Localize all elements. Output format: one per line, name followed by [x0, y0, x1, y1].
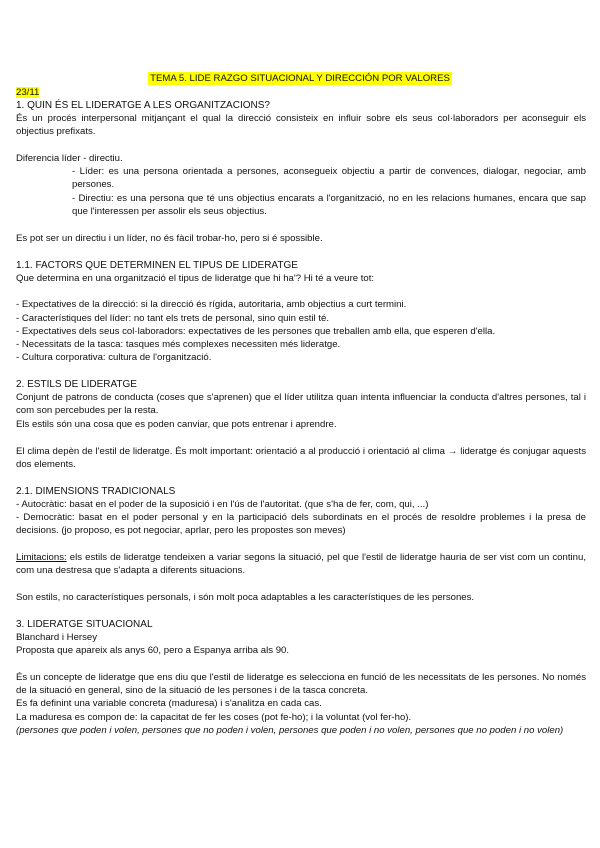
factor-item: - Cultura corporativa: cultura de l'organització. [16, 352, 212, 363]
section-2-heading: 2. ESTILS DE LIDERATGE [16, 379, 137, 390]
limitations-paragraph: Limitacions: els estils de lideratge tendeixen a variar segons la situació, pel que l'estil de lideratge hauria de ser vist com un continu, com una destresa que s'adapta a diferents situacions. [16, 552, 586, 577]
section-1-paragraph: És un procés interpersonal mitjançant el qual la direcció consisteix en influir sobre els seus col·laboradors per aconseguir els objectius prefixats. [16, 113, 586, 138]
section-3-paragraph: Proposta que apareix als anys 60, pero a Espanya arriba als 90. [16, 645, 290, 656]
difference-intro: Diferencia líder - directiu. [16, 153, 123, 164]
autocratic-item: - Autocràtic: basat en el poder de la suposició i en l'ús de l'autoritat. (que s'ha de fer, com, qui, ...) [16, 499, 429, 510]
section-2-paragraph: Els estils són una cosa que es poden canviar, que pots entrenar i aprendre. [16, 419, 337, 430]
section-2-paragraph: El clima depèn de l'estil de lideratge. És molt important: orientació a al producció i orientació al clima → lideratge és conjugar aquests dos elements. [16, 446, 586, 471]
section-1-1-intro: Que determina en una organització el tipus de lideratge que hi ha'? Hi té a veure tot: [16, 273, 375, 284]
section-1-1-heading: 1.1. FACTORS QUE DETERMINEN EL TIPUS DE LIDERATGE [16, 260, 298, 271]
maturity-combinations: (persones que poden i volen, persones que no poden i volen, persones que poden i no volen, persones que no poden i no volen) [16, 725, 564, 736]
section-3-paragraph: És un concepte de lideratge que ens diu que l'estil de lideratge es selecciona en funció de les necessitats de les persones. No només de la situació en general, sino de la situació de les persones i de la tasca concreta. [16, 672, 586, 697]
section-3-heading: 3. LIDERATGE SITUACIONAL [16, 619, 153, 630]
document-title: TEMA 5. LIDE RAZGO SITUACIONAL Y DIRECCIÓN POR VALORES [150, 73, 450, 84]
section-2-1-heading: 2.1. DIMENSIONS TRADICIONALS [16, 486, 176, 497]
section-3-paragraph: Es fa definint una variable concreta (maduresa) i s'analitza en cada cas. [16, 698, 322, 709]
date-label: 23/11 [16, 87, 40, 98]
leader-definition: - Líder: es una persona orientada a persones, aconsegueix objectiu a partir de convences, dialogar, negociar, amb persones. [72, 166, 586, 191]
factor-item: - Necessitats de la tasca: tasques més complexes necessiten més lideratge. [16, 339, 341, 350]
section-3-paragraph: La maduresa es compon de: la capacitat de fer les coses (pot fe-ho); i la voluntat (vol fer-ho). [16, 712, 412, 723]
factor-item: - Expectatives dels seus col·laboradors: expectatives de les persones que treballen amb ella, que esperen d'ella. [16, 326, 496, 337]
section-2-1-closing: Son estils, no característiques personals, i són molt poca adaptables a les característiques de les persones. [16, 592, 475, 603]
section-1-closing: Es pot ser un directiu i un líder, no és fàcil trobar-ho, pero si é spossible. [16, 233, 323, 244]
manager-definition: - Directiu: es una persona que té uns objectius encarats a l'organització, no en les relacions humanes, encara que sap que l'interessen per assolir els seus objectius. [72, 193, 586, 218]
section-2-paragraph: Conjunt de patrons de conducta (coses que s'aprenen) que el líder utilitza quan intenta influenciar la conducta d'altres persones, tal i com son percebudes per la resta. [16, 392, 586, 417]
section-1-heading: 1. QUIN ÉS EL LIDERATGE A LES ORGANITZACIONS? [16, 100, 270, 111]
democratic-item: - Democràtic: basat en el poder personal y en la participació dels subordinats en el procés de resoldre problemes i la presa de decisions. (jo proposo, es pot negociar, aprlar, pero les propostes son meves) [16, 512, 586, 537]
factor-item: - Expectatives de la direcció: si la direcció és rígida, autoritaria, amb objectius a curt termini. [16, 299, 407, 310]
factor-item: - Característiques del líder: no tant els trets de personal, sino quin estil té. [16, 313, 330, 324]
limitations-label: Limitacions: [16, 552, 67, 563]
section-3-authors: Blanchard i Hersey [16, 632, 98, 643]
